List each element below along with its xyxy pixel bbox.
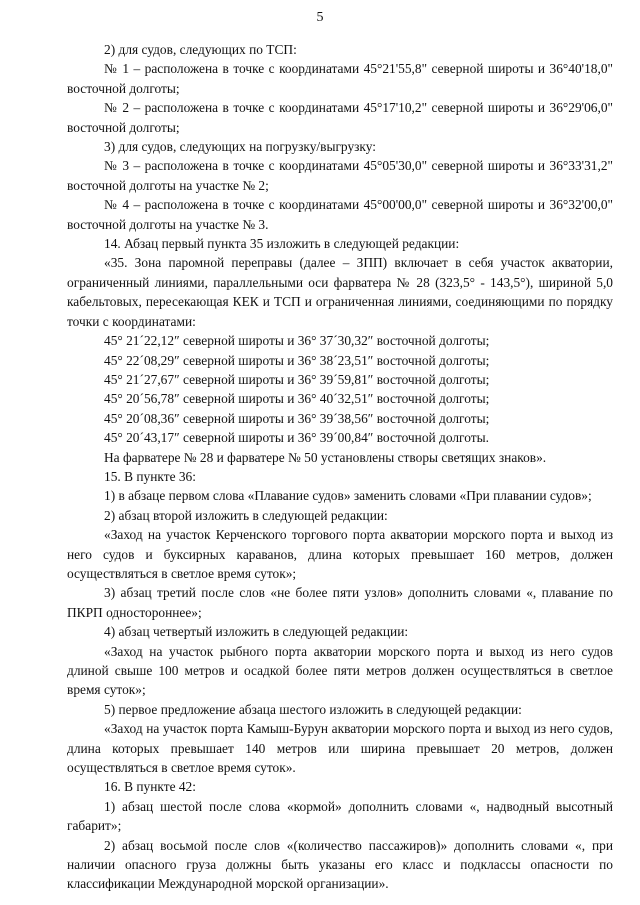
paragraph: 2) для судов, следующих по ТСП: bbox=[104, 42, 297, 57]
paragraph: 2) абзац второй изложить в следующей редакции: bbox=[104, 507, 388, 523]
paragraph: 3) абзац третий после слов «не более пяти узлов» дополнить словами «, плавание по ПКРП одностороннее»; bbox=[67, 585, 613, 620]
page-number: 5 bbox=[316, 10, 324, 25]
paragraph: 4) абзац четвертый изложить в следующей редакции: bbox=[104, 624, 409, 640]
coordinate-line: 45° 20´56,78″ северной широты и 36° 40´32,51″ восточной долготы; bbox=[104, 391, 490, 407]
coordinate-line: 45° 22´08,29″ северной широты и 36° 38´23,51″ восточной долготы; bbox=[104, 352, 490, 368]
paragraph: № 4 – расположена в точке с координатами 45°00'00,0" северной широты и 36°32'00,0" восточной долготы на участке № 3. bbox=[67, 197, 613, 232]
coordinate-line: 45° 21´27,67″ северной широты и 36° 39´59,81″ восточной долготы; bbox=[104, 371, 490, 387]
paragraph: 1) абзац шестой после слова «кормой» дополнить словами «, надводный высотный габарит»; bbox=[67, 798, 613, 834]
paragraph: «Заход на участок порта Камыш-Бурун акватории морского порта и выход из него судов, длина которых превышает 140 метров или ширина превышает 20 метров, должен осуществляться в светлое время суток». bbox=[67, 721, 613, 776]
coordinate-line: 45° 21´22,12″ северной широты и 36° 37´30,32″ восточной долготы; bbox=[104, 333, 490, 349]
paragraph: На фарватере № 28 и фарватере № 50 установлены створы светящих знаков». bbox=[104, 449, 547, 465]
paragraph: 15. В пункте 36: bbox=[104, 468, 196, 484]
paragraph: «Заход на участок рыбного порта акватории морского порта и выход из него судов длиной свыше 100 метров и осадкой более пяти метров должен осуществляться в светлое время суток»; bbox=[67, 643, 613, 698]
paragraph: № 1 – расположена в точке с координатами 45°21'55,8" северной широты и 36°40'18,0" восточной долготы; bbox=[67, 61, 613, 96]
paragraph: 14. Абзац первый пункта 35 изложить в следующей редакции: bbox=[104, 236, 460, 252]
paragraph: № 2 – расположена в точке с координатами 45°17'10,2" северной широты и 36°29'06,0" восточной долготы; bbox=[67, 100, 613, 135]
paragraph: 3) для судов, следующих на погрузку/выгрузку: bbox=[104, 139, 376, 155]
paragraph: «35. Зона паромной переправы (далее – ЗПП) включает в себя участок акватории, ограниченный линиями, параллельными оси фарватера № 28 (323,5° - 143,5°), шириной 5,0 кабельтовых, пересекающая КЕК и ТСП и ограниченная линиями, соединяющими по порядку точки с координатами: bbox=[67, 255, 613, 329]
document-body bbox=[67, 40, 613, 894]
paragraph: 2) абзац восьмой после слов «(количество пассажиров)» дополнить словами «, при наличии опасного груза должны быть указаны его класс и подклассы опасности по классификации Международной морской организации». bbox=[67, 837, 613, 892]
paragraph: № 3 – расположена в точке с координатами 45°05'30,0" северной широты и 36°33'31,2" восточной долготы на участке № 2; bbox=[67, 158, 613, 193]
paragraph: 1) в абзаце первом слова «Плавание судов» заменить словами «При плавании судов»; bbox=[104, 488, 592, 504]
coordinate-line: 45° 20´43,17″ северной широты и 36° 39´00,84″ восточной долготы. bbox=[104, 430, 489, 446]
coordinate-line: 45° 20´08,36″ северной широты и 36° 39´38,56″ восточной долготы; bbox=[104, 410, 490, 426]
paragraph: «Заход на участок Керченского торгового порта акватории морского порта и выход из него судов и буксирных караванов, длина которых превышает 160 метров, должен осуществляться в светлое время суток»; bbox=[67, 527, 613, 581]
paragraph: 5) первое предложение абзаца шестого изложить в следующей редакции: bbox=[104, 701, 522, 717]
paragraph: 16. В пункте 42: bbox=[104, 779, 196, 795]
